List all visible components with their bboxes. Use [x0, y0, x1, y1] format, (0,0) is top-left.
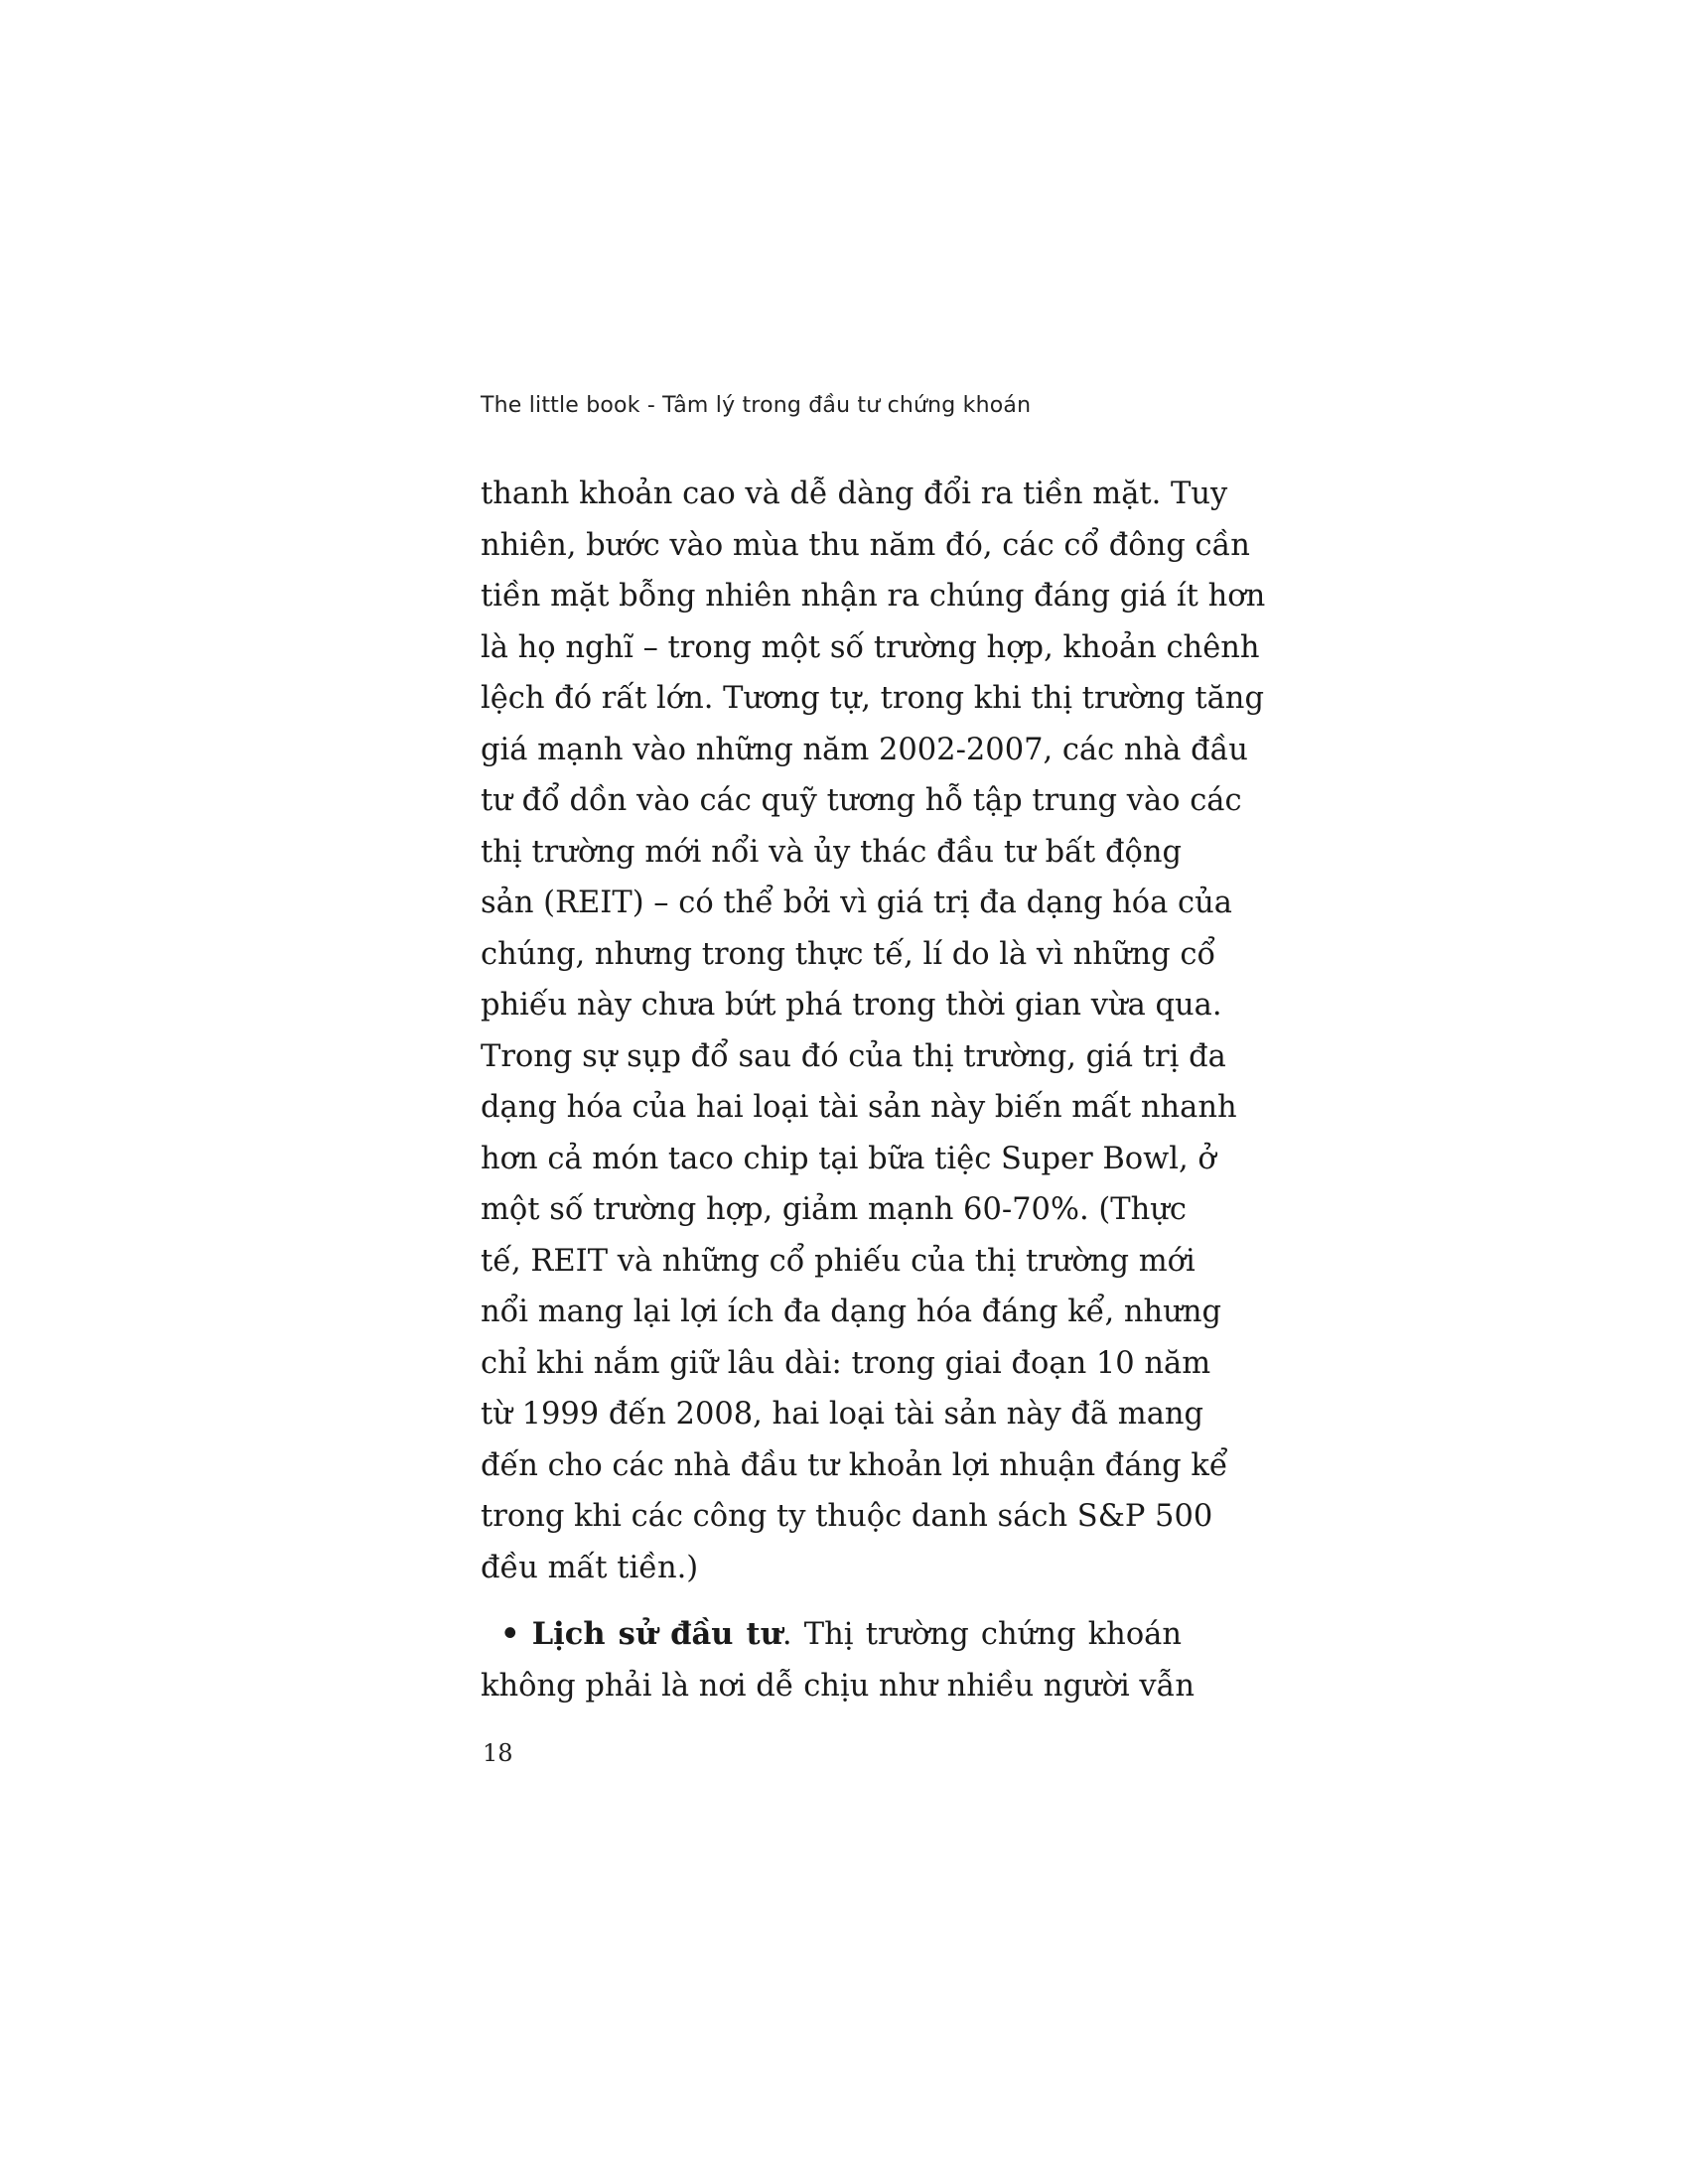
text-line: sản (REIT) – có thể bởi vì giá trị đa dạng hóa của	[481, 886, 1232, 920]
bullet-term: Lịch sử đầu tư	[531, 1616, 782, 1652]
text-line: giá mạnh vào những năm 2002-2007, các nhà đầu	[481, 732, 1248, 767]
text-line: hơn cả món taco chip tại bữa tiệc Super Bowl, ở	[481, 1141, 1216, 1176]
text-line: Trong sự sụp đổ sau đó của thị trường, giá trị đa	[481, 1038, 1226, 1074]
body-text	[481, 469, 1266, 1711]
text-line: nhiên, bước vào mùa thu năm đó, các cổ đông cần	[481, 527, 1250, 563]
text-line: trong khi các công ty thuộc danh sách S&P 500	[481, 1499, 1213, 1534]
text-line: tế, REIT và những cổ phiếu của thị trường mới	[481, 1243, 1196, 1279]
text-line: một số trường hợp, giảm mạnh 60-70%. (Thực	[481, 1192, 1187, 1227]
page-number: 18	[483, 1739, 513, 1767]
paragraph-investment-history	[481, 1609, 1195, 1711]
text-line: phiếu này chưa bứt phá trong thời gian vừa qua.	[481, 988, 1222, 1023]
paragraph-diversification	[481, 469, 1266, 1593]
bullet-text: . Thị trường chứng khoán	[781, 1617, 1183, 1652]
text-line: không phải là nơi dễ chịu như nhiều người vẫn	[481, 1668, 1195, 1704]
text-line: dạng hóa của hai loại tài sản này biến mất nhanh	[481, 1090, 1237, 1125]
text-line: thị trường mới nổi và ủy thác đầu tư bất động	[481, 834, 1182, 870]
running-header: The little book - Tâm lý trong đầu tư chứng khoán	[481, 393, 1032, 418]
text-line: nổi mang lại lợi ích đa dạng hóa đáng kể, nhưng	[481, 1295, 1222, 1329]
text-line: tiền mặt bỗng nhiên nhận ra chúng đáng giá ít hơn	[481, 579, 1266, 614]
text-line: từ 1999 đến 2008, hai loại tài sản này đã mang	[481, 1397, 1204, 1432]
text-line: thanh khoản cao và dễ dàng đổi ra tiền mặt. Tuy	[481, 477, 1228, 511]
text-line: chúng, nhưng trong thực tế, lí do là vì những cổ	[481, 936, 1216, 972]
text-line: lệch đó rất lớn. Tương tự, trong khi thị trường tăng	[481, 681, 1264, 716]
text-line: tư đổ dồn vào các quỹ tương hỗ tập trung vào các	[481, 783, 1242, 818]
text-line: đều mất tiền.)	[481, 1550, 699, 1585]
bullet-line	[481, 1609, 1182, 1661]
text-line: đến cho các nhà đầu tư khoản lợi nhuận đáng kể	[481, 1447, 1228, 1483]
text-line: là họ nghĩ – trong một số trường hợp, khoản chênh	[481, 629, 1260, 665]
bullet-mark: •	[500, 1616, 520, 1652]
text-line: chỉ khi nắm giữ lâu dài: trong giai đoạn 10 năm	[481, 1345, 1211, 1381]
